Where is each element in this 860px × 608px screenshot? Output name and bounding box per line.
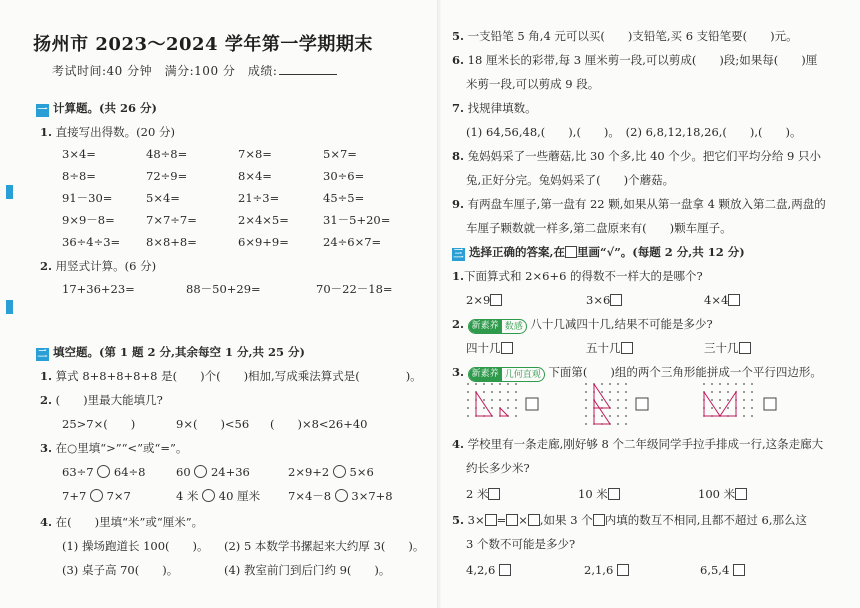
triangle-1b [500, 408, 508, 416]
question-2-3 [40, 440, 187, 456]
answer-checkbox[interactable] [501, 342, 513, 354]
compare-right: 64÷8 [113, 465, 146, 479]
margin-mark-bottom [6, 300, 13, 314]
compare-left: 7×4－8 [288, 489, 332, 503]
arith-item: 9×9－8= [62, 213, 115, 227]
question-number: 3. [40, 441, 53, 455]
option-label: 10 米 [578, 487, 608, 501]
exam-title: 扬州市 2023～2024 学年第一学期期末 [33, 34, 373, 55]
choice-option [466, 486, 500, 502]
number-box [485, 514, 497, 526]
question-text-cont: 车厘子颗数就一样多,第二盘原来有( )颗车厘子。 [466, 221, 732, 235]
question-text-cont: 约长多少米? [466, 461, 530, 475]
literacy-badge [468, 319, 527, 334]
section-2-title: 填空题。(第 1 题 2 分,其余每空 1 分,共 25 分) [53, 345, 305, 359]
section-3-number: 三 [453, 249, 464, 260]
vertical-calc-item: 17+36+23= [62, 282, 135, 296]
compare-circle[interactable] [333, 465, 346, 478]
question-3-5 [452, 512, 807, 528]
exam-info: 考试时间:40 分钟 满分:100 分 成绩: [52, 64, 278, 78]
arith-item: 48÷8= [146, 147, 188, 161]
arith-item: 7×7÷7= [146, 213, 197, 227]
question-text: ( )里最大能填几? [55, 393, 163, 407]
compare-right: 3×7+8 [351, 489, 393, 503]
answer-checkbox[interactable] [735, 488, 747, 500]
answer-checkbox[interactable] [621, 342, 633, 354]
compare-item [62, 464, 146, 480]
question-number: 5. [452, 29, 465, 43]
compare-left: 60 [176, 465, 191, 479]
unit-item: (1) 操场跑道长 100( )。 [62, 539, 209, 553]
question-2-8 [452, 148, 821, 164]
compare-left: 7+7 [62, 489, 87, 503]
question-number: 5. [452, 513, 465, 527]
choice-option [704, 292, 740, 308]
choice-option [466, 340, 513, 356]
question-number: 2. [452, 317, 465, 331]
arith-item: 21÷3= [238, 191, 280, 205]
question-number: 4. [40, 515, 53, 529]
option-label: 100 米 [698, 487, 736, 501]
page-fold [437, 0, 441, 608]
arith-item: 31－5+20= [323, 213, 391, 227]
compare-right: 7×7 [106, 489, 131, 503]
compare-right: 5×6 [349, 465, 374, 479]
fill-item: 9×( )<56 [176, 417, 250, 431]
question-text: 算式 8+8+8+8+8 是( )个( )相加,写成乘法算式是( )。 [55, 369, 422, 383]
question-text: 兔妈妈采了一些蘑菇,比 30 个多,比 40 个少。把它们平均分给 9 只小 [467, 149, 821, 163]
option-label: 3×6 [586, 293, 611, 307]
compare-left: 2×9+2 [288, 465, 330, 479]
unit-item: (3) 桌子高 70( )。 [62, 563, 179, 577]
question-text: 一支铅笔 5 角,4 元可以买( )支铅笔,买 6 支铅笔要( )元。 [467, 29, 798, 43]
compare-circle[interactable] [202, 489, 215, 502]
question-text-cont: 兔,正好分完。兔妈妈采了( )个蘑菇。 [466, 173, 675, 187]
arith-item: 5×7= [323, 147, 357, 161]
arith-item: 8×4= [238, 169, 272, 183]
question-2-5 [452, 28, 798, 44]
question-3-1 [452, 268, 703, 284]
answer-checkbox[interactable] [526, 398, 538, 410]
question-1-2 [40, 258, 156, 274]
arith-item: 5×4= [146, 191, 180, 205]
compare-item [62, 488, 131, 504]
question-2-7 [452, 100, 537, 116]
badge-topic: 几何直观 [504, 369, 541, 380]
badge-label: 新素养 [469, 319, 502, 334]
dot-grid-3 [703, 383, 753, 417]
question-2-4 [40, 514, 203, 530]
compare-item [288, 488, 393, 504]
compare-circle[interactable] [194, 465, 207, 478]
arith-item: 8÷8= [62, 169, 96, 183]
question-text-part: 3× [467, 513, 485, 527]
option-label: 2,1,6 [584, 563, 614, 577]
question-2-1 [40, 368, 422, 384]
arith-item: 45÷5= [323, 191, 365, 205]
dot-grid-1 [467, 383, 517, 417]
question-2-6 [452, 52, 817, 68]
answer-checkbox[interactable] [728, 294, 740, 306]
option-label: 4×4 [704, 293, 729, 307]
question-number: 6. [452, 53, 465, 67]
unit-item: (2) 5 本数学书摞起来大约厚 3( )。 [224, 539, 425, 553]
arith-item: 30÷6= [323, 169, 365, 183]
question-text: 在( )里填“米”或“厘米”。 [55, 515, 204, 529]
option-label: 2×9 [466, 293, 491, 307]
question-text-cont: 3 个数不可能是多少? [466, 537, 576, 551]
arith-item: 7×8= [238, 147, 272, 161]
triangle-figures [462, 378, 842, 430]
question-number: 2. [40, 393, 53, 407]
compare-circle[interactable] [97, 465, 110, 478]
arith-item: 3×4= [62, 147, 96, 161]
number-box [593, 514, 605, 526]
option-label: 6,5,4 [700, 563, 730, 577]
question-number: 8. [452, 149, 465, 163]
question-number: 1. [40, 125, 53, 139]
question-text: 用竖式计算。(6 分) [55, 259, 157, 273]
compare-right: 24+36 [210, 465, 250, 479]
number-box [528, 514, 540, 526]
pattern-items: (1) 64,56,48,( ),( )。 (2) 6,8,12,18,26,( ),( )。 [466, 125, 802, 139]
option-label: 4,2,6 [466, 563, 496, 577]
question-text-cont: 米剪一段,可以剪成 9 段。 [466, 77, 600, 91]
compare-right: 40 厘米 [218, 489, 261, 503]
question-text: 18 厘米长的彩带,每 3 厘米剪一段,可以剪成( )段;如果每( )厘 [467, 53, 818, 67]
option-label: 四十几 [466, 341, 501, 355]
compare-left: 4 米 [176, 489, 199, 503]
fill-item: ( )×8<26+40 [270, 417, 368, 431]
arith-item: 6×9+9= [238, 235, 289, 249]
section-3-title-b: 里画“√”。(每题 2 分,共 12 分) [577, 245, 745, 259]
answer-checkbox[interactable] [499, 564, 511, 576]
badge-label: 新素养 [469, 367, 502, 382]
answer-checkbox[interactable] [764, 398, 776, 410]
compare-item [288, 464, 374, 480]
compare-circle[interactable] [335, 489, 348, 502]
answer-checkbox[interactable] [608, 488, 620, 500]
vertical-calc-item: 88－50+29= [186, 282, 261, 296]
answer-checkbox[interactable] [490, 294, 502, 306]
answer-checkbox[interactable] [488, 488, 500, 500]
question-3-2 [452, 316, 713, 334]
question-text: 直接写出得数。(20 分) [55, 125, 175, 139]
number-box [506, 514, 518, 526]
section-2-number: 二 [37, 349, 48, 360]
question-number: 1. [452, 269, 465, 283]
question-1-1 [40, 124, 175, 140]
section-3-title-a: 选择正确的答案,在 [469, 245, 566, 259]
vertical-calc-item: 70－22－18= [316, 282, 393, 296]
question-text: 有两盘车厘子,第一盘有 22 颗,如果从第一盘拿 4 颗放入第二盘,两盘的 [467, 197, 826, 211]
question-text-part: ,如果 3 个 [539, 513, 593, 527]
question-2-2 [40, 392, 163, 408]
fill-item: 25>7×( ) [62, 417, 136, 431]
question-number: 3. [452, 365, 465, 379]
compare-left: 63÷7 [62, 465, 94, 479]
arith-item: 72÷9= [146, 169, 188, 183]
margin-mark-top [6, 185, 13, 199]
arith-item: 91－30= [62, 191, 113, 205]
answer-checkbox[interactable] [617, 564, 629, 576]
option-label: 五十几 [586, 341, 621, 355]
option-label: 2 米 [466, 487, 489, 501]
question-2-9 [452, 196, 826, 212]
choice-option [466, 292, 502, 308]
compare-circle[interactable] [90, 489, 103, 502]
arith-item: 36÷4÷3= [62, 235, 121, 249]
score-blank[interactable] [279, 65, 337, 75]
answer-checkbox[interactable] [636, 398, 648, 410]
triangle-3b [720, 392, 736, 416]
section-1-number: 一 [37, 105, 48, 116]
arith-item: 2×4×5= [238, 213, 289, 227]
choice-option [584, 562, 629, 578]
triangle-3a [704, 392, 720, 416]
choice-option [586, 340, 633, 356]
question-number: 1. [40, 369, 53, 383]
question-number: 7. [452, 101, 465, 115]
question-text: 学校里有一条走廊,刚好够 8 个二年级同学手拉手排成一行,这条走廊大 [467, 437, 824, 451]
question-text-part: 内填的数互不相同,且都不超过 6,那么这 [604, 513, 807, 527]
question-text: 在○里填“>”“<”或“=”。 [55, 441, 188, 455]
question-number: 4. [452, 437, 465, 451]
question-text: 找规律填数。 [467, 101, 537, 115]
choice-option [578, 486, 620, 502]
section-1-title: 计算题。(共 26 分) [53, 101, 157, 115]
answer-checkbox[interactable] [610, 294, 622, 306]
section-1-heading [36, 100, 157, 117]
question-text-part: = [496, 513, 507, 527]
compare-item [176, 464, 250, 480]
question-text-part: × [518, 513, 528, 527]
choice-option [698, 486, 747, 502]
choice-option [704, 340, 751, 356]
section-3-heading [452, 244, 745, 261]
exam-subtitle [52, 62, 337, 79]
question-number: 2. [40, 259, 53, 273]
question-text: 八十几减四十几,结果不可能是多少? [530, 317, 713, 331]
unit-item: (4) 教室前门到后门约 9( )。 [224, 563, 391, 577]
choice-option [700, 562, 745, 578]
checkbox-sample [565, 246, 577, 258]
option-label: 三十几 [704, 341, 739, 355]
badge-topic: 数感 [504, 321, 523, 332]
answer-checkbox[interactable] [739, 342, 751, 354]
arith-item: 24÷6×7= [323, 235, 382, 249]
choice-option [586, 292, 622, 308]
question-text: 下面算式和 2×6+6 的得数不一样大的是哪个? [464, 269, 703, 283]
question-number: 9. [452, 197, 465, 211]
question-text: 下面第( )组的两个三角形能拼成一个平行四边形。 [548, 365, 822, 379]
choice-option [466, 562, 511, 578]
answer-checkbox[interactable] [733, 564, 745, 576]
triangle-1a [476, 392, 492, 416]
compare-item [176, 488, 260, 504]
arith-item: 8×8+8= [146, 235, 197, 249]
section-2-heading [36, 344, 305, 361]
question-3-4 [452, 436, 823, 452]
